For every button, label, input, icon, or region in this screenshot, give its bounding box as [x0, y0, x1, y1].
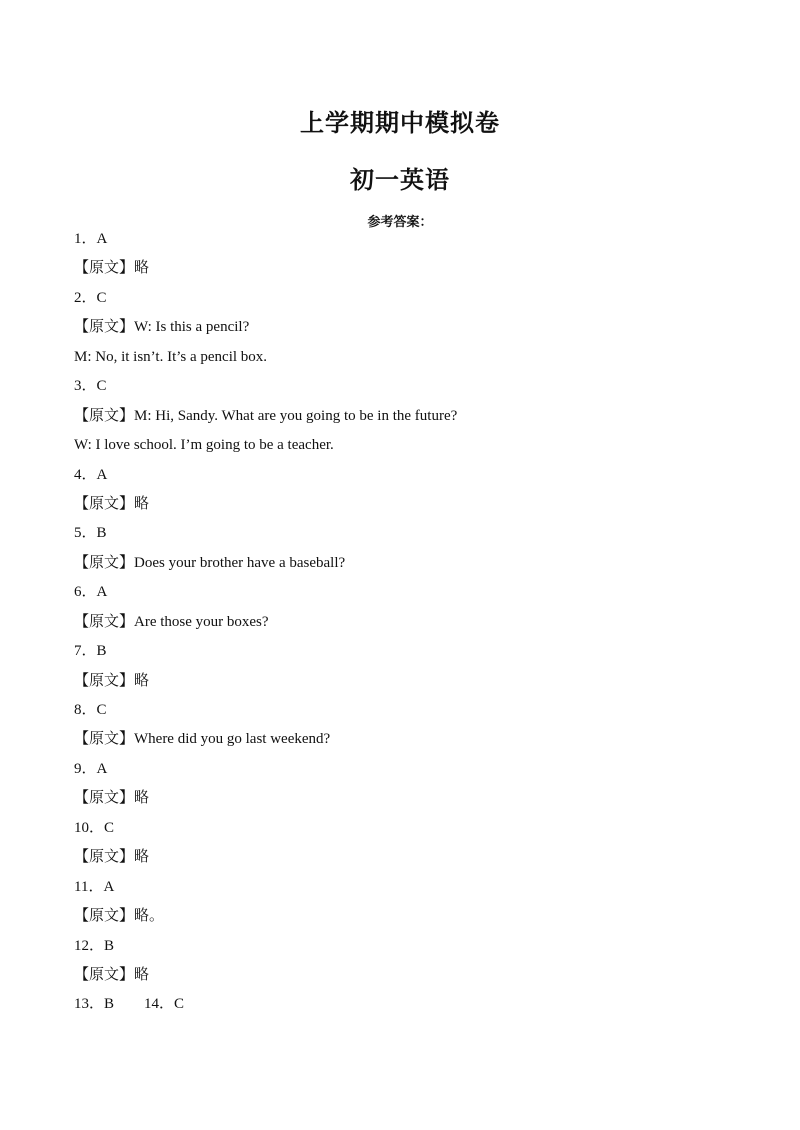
document-title: 上学期期中模拟卷	[300, 109, 500, 137]
answer-line: 8．C	[74, 702, 107, 718]
answer-13: 13．B	[74, 996, 115, 1013]
answer-line: 4．A	[74, 466, 108, 483]
transcript-line: 【原文】略	[74, 849, 150, 866]
answer-line: 9．A	[74, 760, 108, 777]
answer-14: 14．C	[144, 996, 185, 1013]
transcript-line: W: I love school. I’m going to be a teacher.	[74, 437, 334, 454]
transcript-line: M: No, it isn’t. It’s a pencil box.	[74, 348, 268, 365]
transcript-line: 【原文】Are those your boxes?	[74, 613, 269, 630]
answer-line-pair	[74, 992, 754, 1021]
transcript-line: 【原文】略。	[74, 908, 165, 925]
transcript-line: 【原文】略	[74, 672, 150, 689]
transcript-line: 【原文】略	[74, 495, 150, 512]
transcript-line: 【原文】Where did you go last weekend?	[74, 731, 331, 748]
answer-list	[74, 227, 754, 1022]
answer-line: 6．A	[74, 584, 108, 601]
answer-line: 12．B	[74, 937, 115, 954]
answer-line: 10．C	[74, 819, 115, 836]
transcript-line: 【原文】略	[74, 966, 150, 983]
answer-line: 3．C	[74, 378, 107, 395]
answer-heading: 参考答案：	[367, 215, 433, 230]
transcript-line: 【原文】略	[74, 790, 150, 807]
answer-line: 11．A	[74, 878, 115, 895]
answer-line: 5．B	[74, 525, 107, 542]
transcript-line: 【原文】略	[74, 260, 150, 277]
transcript-line: 【原文】Does your brother have a baseball?	[74, 554, 346, 571]
transcript-line: 【原文】M: Hi, Sandy. What are you going to be in the future?	[74, 407, 458, 424]
document-subtitle: 初一英语	[350, 166, 450, 194]
answer-line: 2．C	[74, 289, 107, 306]
answer-line: 1．A	[74, 231, 108, 247]
answer-line: 7．B	[74, 643, 107, 660]
transcript-line: 【原文】W: Is this a pencil?	[74, 319, 250, 336]
